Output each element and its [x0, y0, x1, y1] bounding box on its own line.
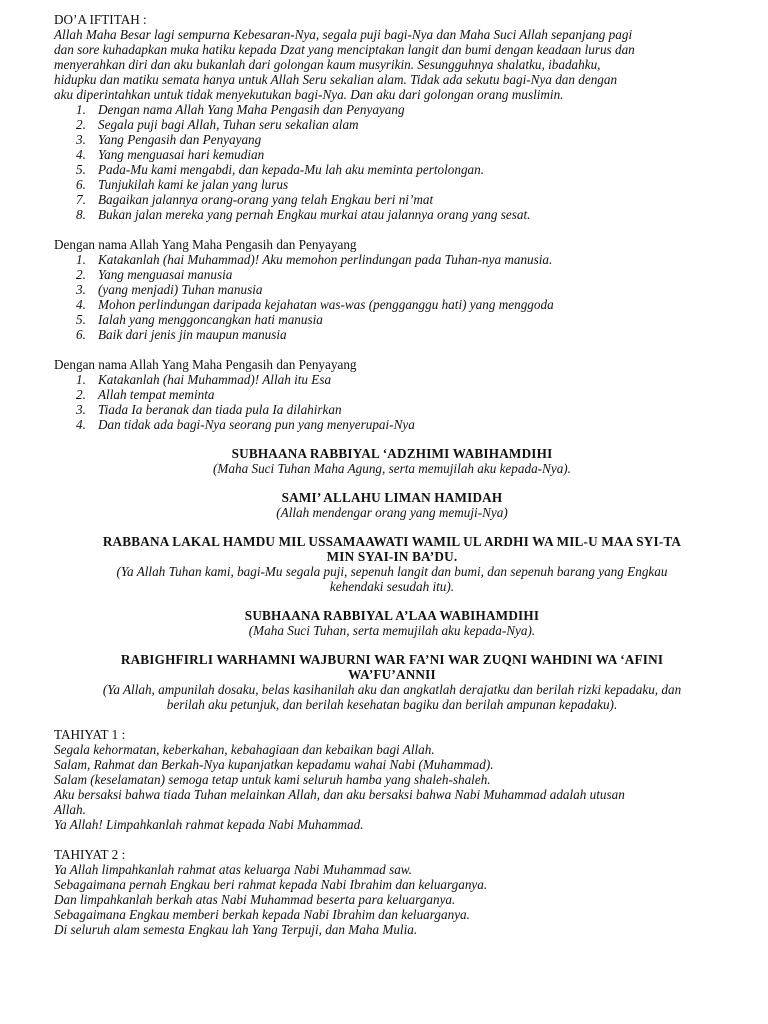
list-item [54, 417, 730, 432]
an-nas-list [54, 252, 730, 342]
tahiyat-line: Allah. [54, 802, 86, 817]
list-item [54, 327, 730, 342]
list-number: 4. [76, 417, 86, 432]
dzikir-itidal [54, 490, 730, 520]
list-number: 1. [76, 372, 86, 387]
list-number: 5. [76, 312, 86, 327]
doa-iftitah-line: Allah Maha Besar lagi sempurna Kebesaran-Nya, segala puji bagi-Nya dan Maha Suci Allah sepanjang pagi [54, 27, 633, 42]
list-text: Bagaikan jalannya orang-orang yang telah Engkau beri ni’mat [98, 192, 434, 207]
al-ikhlas-section [54, 357, 730, 432]
list-item [54, 312, 730, 327]
list-text: Katakanlah (hai Muhammad)! Allah itu Esa [98, 372, 332, 387]
tahiyat-1-text [54, 742, 730, 832]
an-nas-section [54, 237, 730, 342]
doa-iftitah-line: dan sore kuhadapkan muka hatiku kepada Dzat yang menciptakan langit dan bumi dengan keadaan lurus dan [54, 42, 635, 57]
list-text: Dengan nama Allah Yang Maha Pengasih dan Penyayang [98, 102, 405, 117]
tahiyat-1-title: TAHIYAT 1 : [54, 727, 126, 742]
list-item [54, 117, 730, 132]
list-number: 7. [76, 192, 86, 207]
dzikir-heading: RABIGHFIRLI WARHAMNI WAJBURNI WAR FA’NI WAR ZUQNI WAHDINI WA ‘AFINI [120, 652, 664, 667]
list-item [54, 372, 730, 387]
list-text: Pada-Mu kami mengabdi, dan kepada-Mu lah aku meminta pertolongan. [98, 162, 485, 177]
list-item [54, 252, 730, 267]
list-number: 2. [76, 387, 86, 402]
list-text: Ialah yang menggoncangkan hati manusia [98, 312, 323, 327]
dzikir-meaning: kehendaki sesudah itu). [329, 579, 455, 594]
list-item [54, 297, 730, 312]
list-number: 4. [76, 297, 86, 312]
list-item [54, 162, 730, 177]
dzikir-meaning: (Maha Suci Tuhan, serta memujilah aku kepada-Nya). [248, 623, 536, 638]
dzikir-duduk [54, 652, 730, 712]
list-text: Dan tidak ada bagi-Nya seorang pun yang menyerupai-Nya [98, 417, 415, 432]
list-number: 3. [76, 132, 86, 147]
tahiyat-line: Aku bersaksi bahwa tiada Tuhan melainkan Allah, dan aku bersaksi bahwa Nabi Muhammad adalah utusan [54, 787, 625, 802]
list-text: Tiada Ia beranak dan tiada pula Ia dilahirkan [98, 402, 342, 417]
list-number: 6. [76, 327, 86, 342]
list-text: Katakanlah (hai Muhammad)! Aku memohon perlindungan pada Tuhan-nya manusia. [98, 252, 553, 267]
al-ikhlas-list [54, 372, 730, 432]
dzikir-meaning: (Allah mendengar orang yang memuji-Nya) [276, 505, 508, 520]
dzikir-heading: RABBANA LAKAL HAMDU MIL USSAMAAWATI WAMIL UL ARDHI WA MIL-U MAA SYI-TA [102, 534, 682, 549]
list-number: 4. [76, 147, 86, 162]
dzikir-heading: SUBHAANA RABBIYAL ‘ADZHIMI WABIHAMDIHI [231, 446, 553, 461]
list-item [54, 267, 730, 282]
list-number: 2. [76, 267, 86, 282]
dzikir-heading: WA’FU’ANNII [348, 667, 436, 682]
list-text: Yang menguasai hari kemudian [98, 147, 265, 162]
list-text: Yang menguasai manusia [98, 267, 233, 282]
tahiyat-2-section [54, 847, 730, 937]
dzikir-meaning: (Ya Allah, ampunilah dosaku, belas kasihanilah aku dan angkatlah derajatku dan berilah rizki kepadaku, dan [102, 682, 682, 697]
tahiyat-line: Ya Allah! Limpahkanlah rahmat kepada Nabi Muhammad. [54, 817, 364, 832]
list-number: 3. [76, 282, 86, 297]
list-text: Bukan jalan mereka yang pernah Engkau murkai atau jalannya orang yang sesat. [98, 207, 531, 222]
dzikir-meaning: (Maha Suci Tuhan Maha Agung, serta memujilah aku kepada-Nya). [213, 461, 571, 476]
list-text: Baik dari jenis jin maupun manusia [98, 327, 287, 342]
tahiyat-line: Sebagaimana pernah Engkau beri rahmat kepada Nabi Ibrahim dan keluarganya. [54, 877, 488, 892]
tahiyat-2-title: TAHIYAT 2 : [54, 847, 126, 862]
list-number: 1. [76, 102, 86, 117]
dzikir-meaning: (Ya Allah Tuhan kami, bagi-Mu segala puji, sepenuh langit dan bumi, dan sepenuh barang yang Engkau [116, 564, 668, 579]
list-text: Mohon perlindungan daripada kejahatan was-was (pengganggu hati) yang menggoda [98, 297, 554, 312]
tahiyat-line: Sebagaimana Engkau memberi berkah kepada Nabi Ibrahim dan keluarganya. [54, 907, 470, 922]
list-item [54, 177, 730, 192]
doa-iftitah-line: hidupku dan matiku semata hanya untuk Allah Seru sekalian alam. Tidak ada sekutu bagi-Nya dan dengan [54, 72, 618, 87]
list-item [54, 282, 730, 297]
list-item [54, 147, 730, 162]
al-ikhlas-intro: Dengan nama Allah Yang Maha Pengasih dan Penyayang [54, 357, 357, 372]
tahiyat-line: Salam (keselamatan) semoga tetap untuk kami seluruh hamba yang shaleh-shaleh. [54, 772, 491, 787]
dzikir-rabbana [54, 534, 730, 594]
list-item [54, 387, 730, 402]
tahiyat-2-text [54, 862, 730, 937]
list-item [54, 132, 730, 147]
dzikir-sujud [54, 608, 730, 638]
list-number: 2. [76, 117, 86, 132]
list-number: 3. [76, 402, 86, 417]
doa-iftitah-text [54, 27, 730, 102]
list-item [54, 402, 730, 417]
list-text: Yang Pengasih dan Penyayang [98, 132, 262, 147]
list-item [54, 192, 730, 207]
dzikir-heading: SAMI’ ALLAHU LIMAN HAMIDAH [281, 490, 503, 505]
list-text: Allah tempat meminta [98, 387, 215, 402]
list-text: (yang menjadi) Tuhan manusia [98, 282, 263, 297]
tahiyat-line: Ya Allah limpahkanlah rahmat atas keluarga Nabi Muhammad saw. [54, 862, 412, 877]
list-item [54, 207, 730, 222]
list-number: 8. [76, 207, 86, 222]
dzikir-ruku [54, 446, 730, 476]
tahiyat-1-section [54, 727, 730, 832]
tahiyat-line: Dan limpahkanlah berkah atas Nabi Muhammad beserta para keluarganya. [54, 892, 456, 907]
list-text: Tunjukilah kami ke jalan yang lurus [98, 177, 289, 192]
doa-iftitah-line: aku diperintahkan untuk tidak menyekutukan bagi-Nya. Dan aku dari golongan orang muslimin. [54, 87, 564, 102]
list-number: 6. [76, 177, 86, 192]
doa-iftitah-section [54, 12, 730, 102]
list-number: 5. [76, 162, 86, 177]
list-item [54, 102, 730, 117]
tahiyat-line: Segala kehormatan, keberkahan, kebahagiaan dan kebaikan bagi Allah. [54, 742, 435, 757]
list-number: 1. [76, 252, 86, 267]
dzikir-heading: MIN SYAI-IN BA’DU. [326, 549, 458, 564]
tahiyat-line: Di seluruh alam semesta Engkau lah Yang Terpuji, dan Maha Mulia. [54, 922, 418, 937]
an-nas-intro: Dengan nama Allah Yang Maha Pengasih dan Penyayang [54, 237, 357, 252]
doa-iftitah-line: menyerahkan diri dan aku bukanlah dari golongan kaum musyrikin. Sesungguhnya shalatku, ibadahku, [54, 57, 601, 72]
tahiyat-line: Salam, Rahmat dan Berkah-Nya kupanjatkan kepadamu wahai Nabi (Muhammad). [54, 757, 494, 772]
dzikir-heading: SUBHAANA RABBIYAL A’LAA WABIHAMDIHI [244, 608, 540, 623]
dzikir-meaning: berilah aku petunjuk, dan berilah kesehatan bagiku dan berilah ampunan kepadaku). [166, 697, 618, 712]
al-fatihah-list [54, 102, 730, 222]
list-text: Segala puji bagi Allah, Tuhan seru sekalian alam [98, 117, 359, 132]
doa-iftitah-title: DO’A IFTITAH : [54, 12, 147, 27]
